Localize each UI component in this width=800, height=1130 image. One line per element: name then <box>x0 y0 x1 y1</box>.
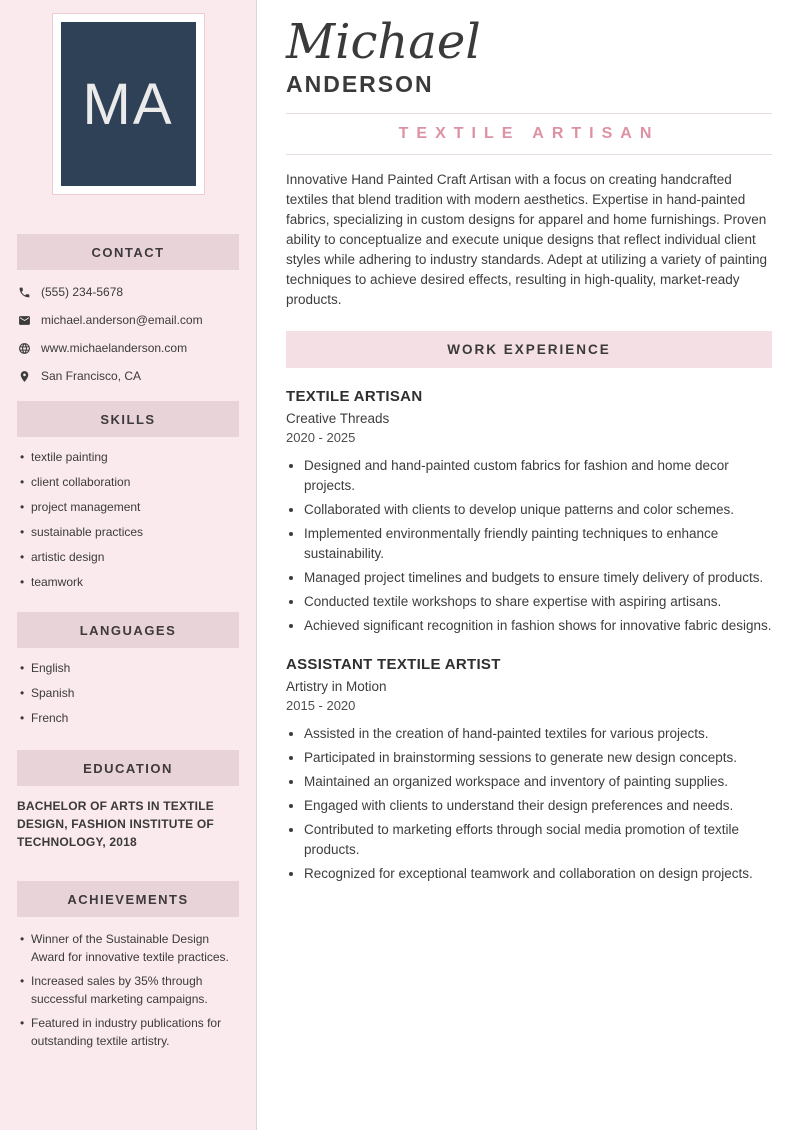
job-bullet: • Achieved significant recognition in fashion shows for innovative fabric designs. <box>304 616 772 636</box>
achievements-list <box>0 930 256 1050</box>
contact-email-text: michael.anderson@email.com <box>41 313 203 327</box>
contact-item-email <box>18 313 241 327</box>
phone-icon <box>18 286 31 299</box>
contact-section <box>0 234 256 383</box>
skill-item: • client collaboration <box>20 475 241 490</box>
globe-icon <box>18 342 31 355</box>
education-section-header: EDUCATION <box>17 750 239 786</box>
languages-section-header: LANGUAGES <box>17 612 239 648</box>
sidebar <box>0 0 257 1130</box>
education-degree: BACHELOR OF ARTS IN TEXTILE DESIGN, FASHION INSTITUTE OF TECHNOLOGY, 2018 <box>17 799 214 849</box>
location-icon <box>18 370 31 383</box>
education-section <box>0 750 256 851</box>
job-entry <box>286 388 772 636</box>
job-bullet: • Collaborated with clients to develop unique patterns and color schemes. <box>304 500 772 520</box>
profile-photo-frame <box>52 13 205 195</box>
language-item: • English <box>20 661 241 676</box>
job-bullet-list <box>286 456 772 636</box>
job-bullet: • Maintained an organized workspace and inventory of painting supplies. <box>304 772 772 792</box>
job-bullet: • Implemented environmentally friendly painting techniques to enhance sustainability. <box>304 524 772 564</box>
contact-item-phone <box>18 285 241 299</box>
avatar-initials: MA <box>82 71 174 137</box>
job-bullet: • Engaged with clients to understand their design preferences and needs. <box>304 796 772 816</box>
contact-item-website <box>18 341 241 355</box>
initials-avatar <box>61 22 196 186</box>
skills-section-header: SKILLS <box>17 401 239 437</box>
language-item: • French <box>20 711 241 726</box>
job-role: ASSISTANT TEXTILE ARTIST <box>286 655 501 673</box>
job-bullet: • Contributed to marketing efforts through social media promotion of textile products. <box>304 820 772 860</box>
achievements-section <box>0 881 256 1050</box>
language-item: • Spanish <box>20 686 241 701</box>
contact-list <box>0 285 256 383</box>
achievement-item: • Winner of the Sustainable Design Award for innovative textile practices. <box>20 930 241 966</box>
contact-item-location <box>18 369 241 383</box>
contact-location-text: San Francisco, CA <box>41 369 142 383</box>
skill-item: • sustainable practices <box>20 525 241 540</box>
achievement-item: • Increased sales by 35% through successful marketing campaigns. <box>20 972 241 1008</box>
skill-item: • teamwork <box>20 575 241 590</box>
job-dates: 2020 - 2025 <box>286 429 356 445</box>
summary-paragraph: Innovative Hand Painted Craft Artisan with a focus on creating handcrafted textiles that blend tradition with modern aesthetics. Expertise in hand-painted fabrics, specializing in custom designs for apparel and home furnishings. Proven ability to conceptualize and execute unique designs that reflect individual client styles while adhering to industry standards. Adept at utilizing a variety of painting techniques to achieve desired effects, resulting in high-quality, market-ready products. <box>286 171 768 307</box>
job-bullet-list <box>286 724 772 884</box>
contact-section-header: CONTACT <box>17 234 239 270</box>
job-bullet: • Recognized for exceptional teamwork and collaboration on design projects. <box>304 864 772 884</box>
job-role: TEXTILE ARTISAN <box>286 387 423 405</box>
job-bullet: • Conducted textile workshops to share expertise with aspiring artisans. <box>304 592 772 612</box>
skills-list <box>0 450 256 590</box>
job-dates: 2015 - 2020 <box>286 697 356 713</box>
first-name: Michael <box>286 14 481 70</box>
divider-bottom <box>286 154 772 155</box>
job-bullet: • Participated in brainstorming sessions to generate new design concepts. <box>304 748 772 768</box>
skill-item: • project management <box>20 500 241 515</box>
job-company: Creative Threads <box>286 410 390 426</box>
last-name: ANDERSON <box>286 70 434 97</box>
job-bullet: • Assisted in the creation of hand-painted textiles for various projects. <box>304 724 772 744</box>
languages-list <box>0 661 256 726</box>
languages-section <box>0 612 256 726</box>
page-title: TEXTILE ARTISAN <box>398 124 660 142</box>
job-bullet: • Managed project timelines and budgets to ensure timely delivery of products. <box>304 568 772 588</box>
skill-item: • textile painting <box>20 450 241 465</box>
contact-website-text: www.michaelanderson.com <box>41 341 188 355</box>
job-bullet: • Designed and hand-painted custom fabrics for fashion and home decor projects. <box>304 456 772 496</box>
main-content <box>257 0 800 1130</box>
job-entry <box>286 656 772 884</box>
contact-phone-text: (555) 234-5678 <box>41 285 124 299</box>
skills-section <box>0 401 256 590</box>
job-company: Artistry in Motion <box>286 678 387 694</box>
achievements-section-header: ACHIEVEMENTS <box>17 881 239 917</box>
work-experience-header: WORK EXPERIENCE <box>286 331 772 368</box>
achievement-item: • Featured in industry publications for outstanding textile artistry. <box>20 1014 241 1050</box>
skill-item: • artistic design <box>20 550 241 565</box>
email-icon <box>18 314 31 327</box>
job-title-block <box>286 113 772 155</box>
